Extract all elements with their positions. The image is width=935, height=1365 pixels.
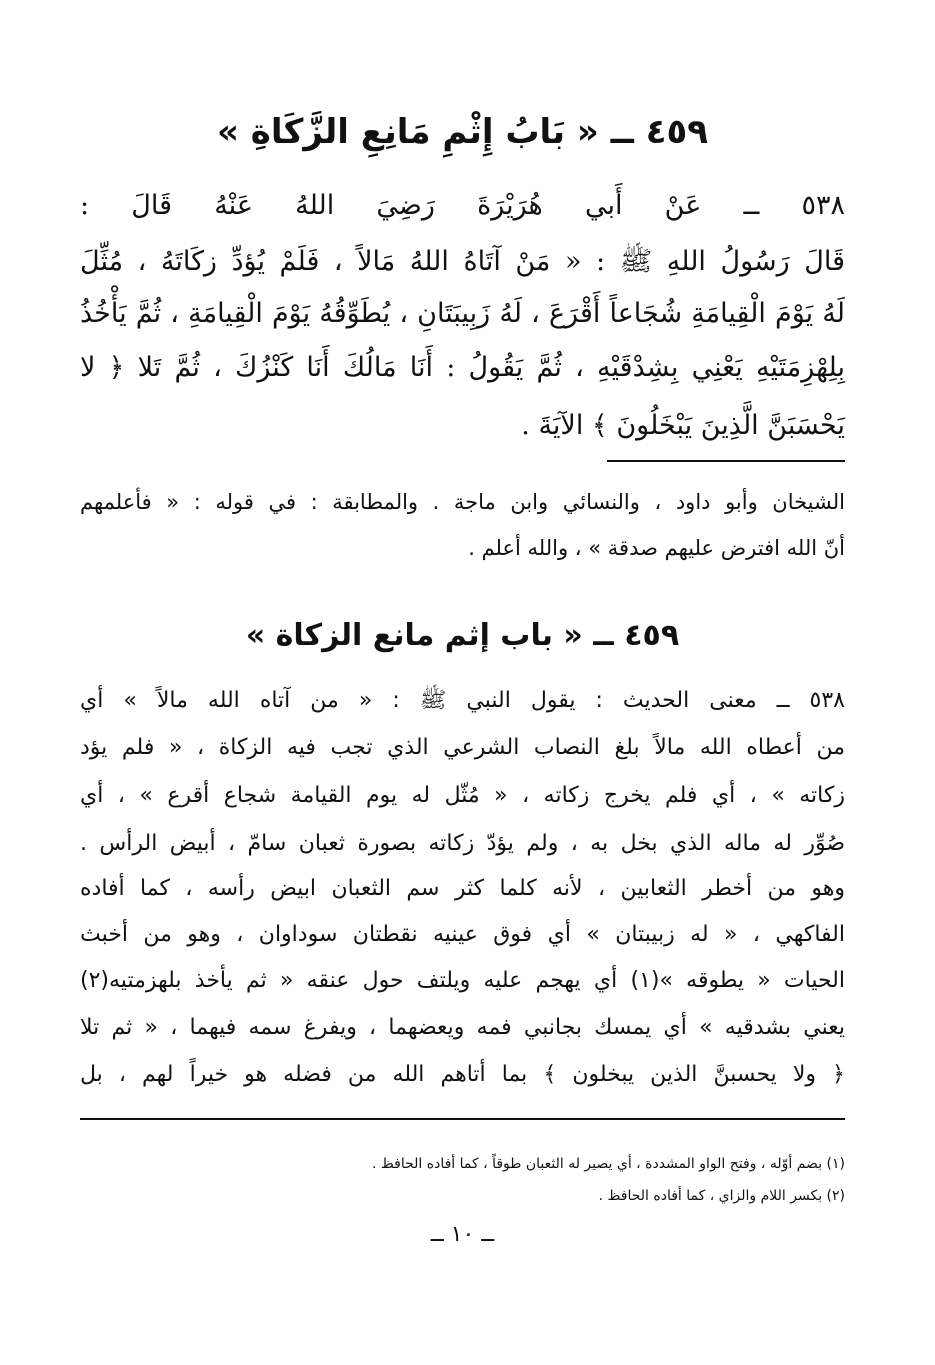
explanation-line: صُوِّر له ماله الذي بخل به ، ولم يؤدّ زكاته بصورة ثعبان سامّ ، أبيض الرأس . bbox=[80, 831, 845, 856]
explanation-line: الحيات « يطوقه »(١) أي يهجم عليه ويلتف حول عنقه « ثم يأخذ بلهزمتيه(٢) bbox=[80, 968, 845, 993]
page-number: ــ ١٠ ــ bbox=[430, 1222, 495, 1247]
explanation-line: زكاته » ، أي فلم يخرج زكاته ، « مُثّل له يوم القيامة شجاع أقرع » ، أي bbox=[80, 783, 845, 808]
commentary-line: أنّ الله افترض عليهم صدقة » ، والله أعلم . bbox=[468, 536, 845, 560]
hadith-line: قَالَ رَسُولُ اللهِ ﷺ : « مَنْ آتَاهُ اللهُ مَالاً ، فَلَمْ يُؤدِّ زكَاتَهُ ، مُثِّلَ bbox=[80, 246, 845, 277]
hadith-line: ٥٣٨ ــ عَنْ أَبي هُرَيْرَةَ رَضِيَ اللهُ عَنْهُ قَالَ : bbox=[80, 190, 845, 221]
hadith-divider bbox=[607, 460, 845, 462]
chapter-heading-hadith: ٤٥٩ ــ « بَابُ إِثْمِ مَانِعِ الزَّكَاةِ » bbox=[216, 112, 709, 152]
commentary-line: الشيخان وأبو داود ، والنسائي وابن ماجة . والمطابقة : في قوله : « فأعلمهم bbox=[80, 490, 845, 514]
chapter-heading-explanation: ٤٥٩ ــ « باب إثم مانع الزكاة » bbox=[245, 618, 680, 653]
hadith-line: يَحْسَبَنَّ الَّذِينَ يَبْخَلُونَ ﴾ الآيَةَ . bbox=[521, 410, 845, 441]
explanation-line: يعني بشدقيه » أي يمسك بجانبي فمه ويعضهما ، ويفرغ سمه فيهما ، « ثم تلا bbox=[80, 1015, 845, 1040]
explanation-line: الفاكهي ، « له زبيبتان » أي فوق عينيه نقطتان سوداوان ، وهو من أخبث bbox=[80, 922, 845, 947]
explanation-line: وهو من أخطر الثعابين ، لأنه كلما كثر سم الثعبان ابيض رأسه ، كما أفاده bbox=[80, 876, 845, 901]
footnote-2: (٢) بكسر اللام والزاي ، كما أفاده الحافظ . bbox=[598, 1188, 845, 1204]
hadith-line: بِلِهْزِمَتَيْهِ يَعْنِي بِشِدْقَيْهِ ، ثُمَّ يَقُولُ : أَنَا مَالُكَ أَنَا كَنْزُكَ ، ثُمَّ تَلا ﴿ لا bbox=[80, 352, 845, 383]
explanation-line: ٥٣٨ ــ معنى الحديث : يقول النبي ﷺ : « من آتاه الله مالاً » أي bbox=[80, 688, 845, 713]
book-page bbox=[80, 0, 845, 1365]
hadith-line: لَهُ يَوْمَ الْقِيامَةِ شُجَاعاً أَقْرَعَ ، لَهُ زَبِيبَتَانِ ، يُطَوِّقُهُ يَوْمَ الْقِيامَةِ ، ثُمَّ يَأْخُذُ bbox=[80, 298, 845, 329]
footnote-divider bbox=[80, 1118, 845, 1120]
footnote-1: (١) بضم أوّله ، وفتح الواو المشددة ، أي يصير له الثعبان طوقاً ، كما أفاده الحافظ . bbox=[371, 1156, 845, 1172]
explanation-line: من أعطاه الله مالاً بلغ النصاب الشرعي الذي تجب فيه الزكاة ، « فلم يؤد bbox=[80, 735, 845, 760]
explanation-line: ﴿ ولا يحسبنَّ الذين يبخلون ﴾ بما أتاهم الله من فضله هو خيراً لهم ، بل bbox=[80, 1062, 845, 1087]
